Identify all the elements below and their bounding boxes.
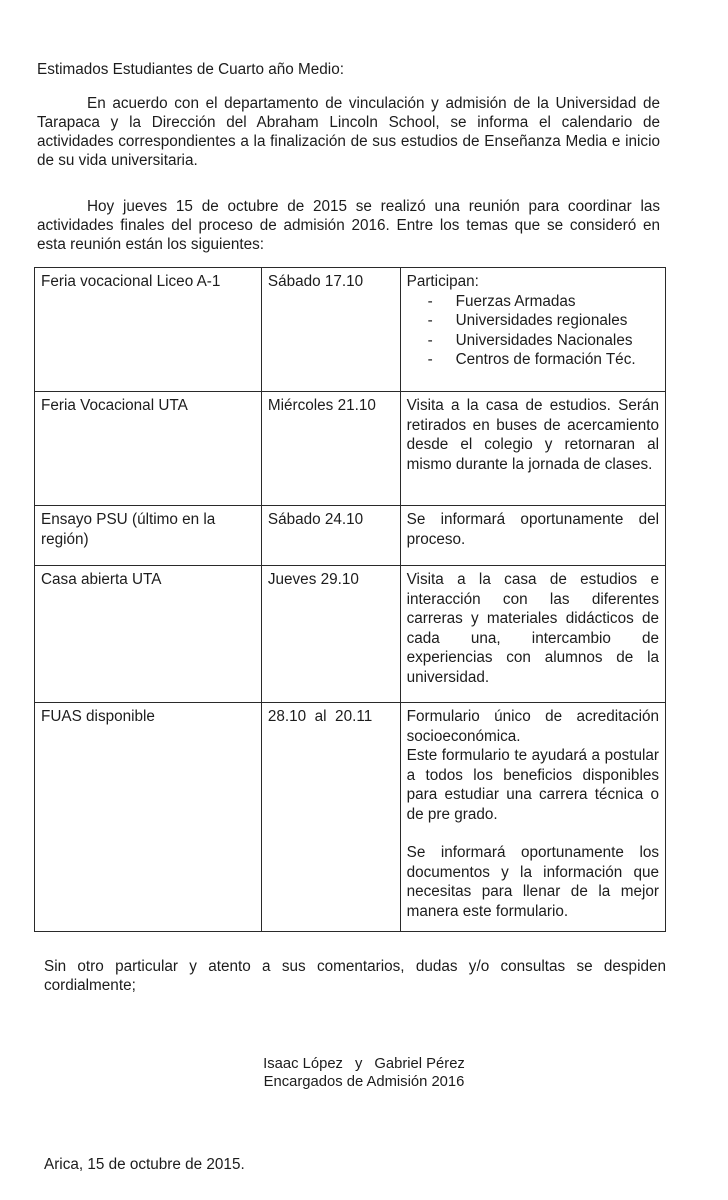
date-cell: Sábado 17.10 [261, 268, 400, 392]
activity-cell: Ensayo PSU (último en la región) [35, 506, 262, 566]
activity-cell: Feria vocacional Liceo A-1 [35, 268, 262, 392]
closing-paragraph: Sin otro particular y atento a sus comentarios, dudas y/o consultas se despiden cordialmente; [44, 958, 666, 994]
table-row [35, 392, 666, 506]
description-text: Visita a la casa de estudios e interacción con las diferentes carreras y materiales didácticos de cada una, intercambio de experiencias con alumnos de la universidad. [406, 571, 659, 686]
table-row [35, 703, 666, 932]
meeting-paragraph: Hoy jueves 15 de octubre de 2015 se realizó una reunión para coordinar las actividades finales del proceso de admisión 2016. Entre los temas que se consideró en esta reunión están los siguientes: [37, 198, 660, 253]
activity-cell: Feria Vocacional UTA [35, 392, 262, 506]
table-row [35, 268, 666, 392]
list-item: - Universidades Nacionales [428, 331, 659, 351]
date-cell: 28.10 al 20.11 [261, 703, 400, 932]
table-row [35, 506, 666, 566]
description-cell [400, 566, 665, 703]
list-item: - Universidades regionales [428, 311, 659, 331]
intro-paragraph: En acuerdo con el departamento de vinculación y admisión de la Universidad de Tarapaca y la Dirección del Abraham Lincoln School, se informa el calendario de actividades correspondientes a la finalización de sus estudios de Enseñanza Media e inicio de su vida universitaria. [37, 95, 660, 169]
description-text: Formulario único de acreditación socioeconómica. [406, 708, 659, 745]
signatories [0, 1055, 728, 1074]
activities-table [34, 267, 666, 932]
date-cell: Miércoles 21.10 [261, 392, 400, 506]
description-cell [400, 703, 665, 932]
description-cell [400, 392, 665, 506]
description-text: Visita a la casa de estudios. Serán retirados en buses de acercamiento desde el colegio y retornaran al mismo durante la jornada de clases. [406, 397, 659, 473]
signer-name: Isaac López [263, 1056, 343, 1072]
description-text: Se informará oportunamente los documentos y la información que necesitas para llenar de la mejor manera este formulario. [406, 844, 659, 920]
description-lead: Participan: [406, 273, 479, 290]
description-text: Se informará oportunamente del proceso. [406, 511, 659, 548]
date-cell: Jueves 29.10 [261, 566, 400, 703]
description-text: Este formulario te ayudará a postular a todos los beneficios disponibles para estudiar una carrera técnica o de pre grado. [406, 747, 659, 823]
place-date: Arica, 15 de octubre de 2015. [44, 1156, 245, 1173]
description-cell [400, 506, 665, 566]
activity-cell: Casa abierta UTA [35, 566, 262, 703]
table-row [35, 566, 666, 703]
signer-name: Gabriel Pérez [374, 1056, 465, 1072]
participants-list [407, 292, 659, 370]
signer-role: Encargados de Admisión 2016 [263, 1074, 465, 1090]
list-item: - Fuerzas Armadas [428, 292, 659, 312]
greeting: Estimados Estudiantes de Cuarto año Medio: [37, 61, 344, 78]
date-cell: Sábado 24.10 [261, 506, 400, 566]
description-cell [400, 268, 665, 392]
activity-cell: FUAS disponible [35, 703, 262, 932]
list-item: - Centros de formación Téc. [428, 350, 659, 370]
conjunction: y [354, 1056, 363, 1072]
